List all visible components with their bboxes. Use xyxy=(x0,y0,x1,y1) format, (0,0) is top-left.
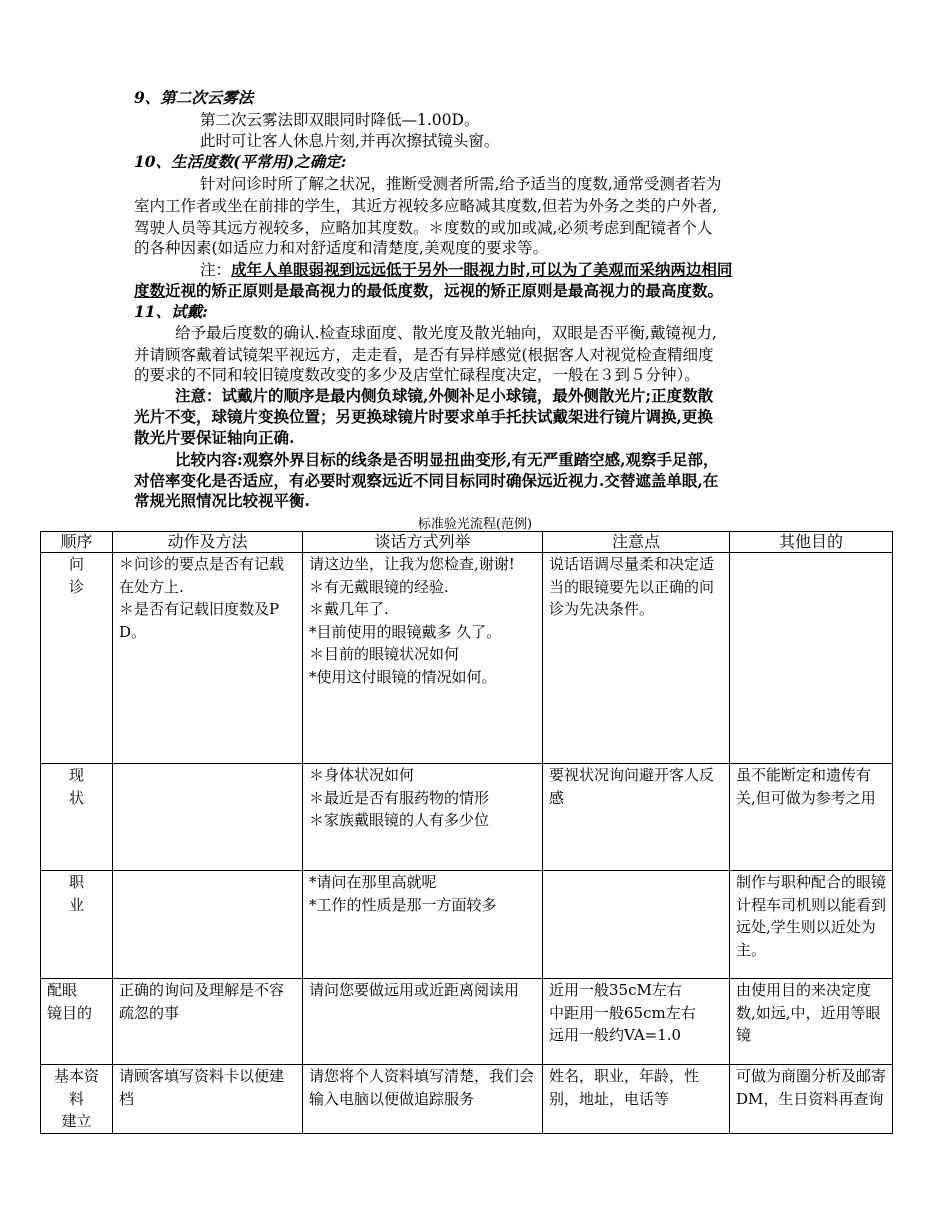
cell-note xyxy=(543,553,730,764)
order-text: 配眼 xyxy=(47,981,78,999)
section-11-line-1: 给予最后度数的确认.检查球面度、散光度及散光轴向，双眼是否平衡,戴镜视力, xyxy=(175,324,717,342)
other-text: 制作与职种配合的眼镜 xyxy=(736,873,887,891)
section-10-note-line-1 xyxy=(200,260,732,280)
attention-line-2: 光片不变，球镜片变换位置；另更换球镜片时要求单手托扶试戴架进行镜片调换,更换 xyxy=(134,407,713,426)
attention-line-3: 散光片要保证轴向正确. xyxy=(134,428,295,447)
order-text: 镜目的 xyxy=(47,1003,93,1022)
talk-text: 请您将个人资料填写清楚，我们会输入电脑以便做追踪服务 xyxy=(309,1067,535,1108)
cell-other xyxy=(730,871,893,979)
cell-talk xyxy=(303,553,543,764)
order-text: 职 xyxy=(68,873,84,891)
talk-text: ＊戴几年了. xyxy=(309,600,389,618)
note-text: 要视状况询问避开客人反感 xyxy=(549,766,715,807)
section-9-heading: 9、第二次云雾法 xyxy=(134,88,254,107)
cell-action xyxy=(113,553,303,764)
cell-note xyxy=(543,764,730,871)
talk-text: ＊最近是否有服药物的情形 xyxy=(309,788,490,807)
cell-talk xyxy=(303,871,543,979)
talk-text: *请问在那里高就呢 xyxy=(309,873,437,891)
order-text: 状 xyxy=(68,788,84,807)
cell-order xyxy=(41,764,113,871)
attention-line-1: 注意：试戴片的顺序是最内侧负球镜,外侧补足小球镜，最外侧散光片;正度数散 xyxy=(175,386,714,405)
section-11-heading: 11、试戴: xyxy=(134,302,208,321)
table-row xyxy=(41,553,893,764)
talk-text: *目前使用的眼镜戴多 久了。 xyxy=(309,622,502,641)
compare-line-1: 比较内容:观察外界目标的线条是否明显扭曲变形,有无严重踏空感,观察手足部， xyxy=(175,450,719,469)
section-10-line-1: 针对问诊时所了解之状况，推断受测者所需,给予适当的度数,通常受测者若为 xyxy=(200,175,722,193)
table-header-row xyxy=(41,532,893,553)
section-10-line-2: 室内工作者或坐在前排的学生，其近方视较多应略减其度数,但若为外务之类的户外者, xyxy=(134,197,718,215)
note-text: 说话语调尽量柔和决定适当的眼镜要先以正确的问诊为先决条件。 xyxy=(549,555,715,618)
other-text: 由使用目的来决定度数,如远,中，近用等眼镜 xyxy=(736,981,881,1044)
cell-action xyxy=(113,871,303,979)
talk-text: ＊身体状况如何 xyxy=(309,766,415,784)
talk-text: ＊目前的眼镜状况如何 xyxy=(309,645,460,663)
note-underlined-degree: 度数 xyxy=(134,281,166,300)
table-row xyxy=(41,871,893,979)
talk-text: *使用这付眼镜的情况如何。 xyxy=(309,667,497,686)
cell-note xyxy=(543,979,730,1065)
note-underlined-text: 成年人单眼弱视到远远低于另外一眼视力时,可以为了美观而采纳两边相同 xyxy=(231,260,733,279)
note-prefix: 注： xyxy=(200,261,232,279)
cell-order xyxy=(41,979,113,1065)
section-11-line-2: 并请顾客戴着试镜架平视远方，走走看，是否有异样感觉(根据客人对视觉检查精细度 xyxy=(134,346,714,364)
section-10-line-4: 的各种因素(如适应力和对舒适度和清楚度,美观度的要求等。 xyxy=(134,239,548,257)
order-text: 业 xyxy=(68,895,84,914)
other-text: 虽不能断定和遗传有关,但可做为参考之用 xyxy=(736,766,876,807)
cell-other xyxy=(730,1065,893,1134)
cell-talk xyxy=(303,979,543,1065)
header-order: 顺序 xyxy=(41,532,113,553)
header-other: 其他目的 xyxy=(730,532,893,553)
compare-line-3: 常规光照情况比较视平衡. xyxy=(134,491,310,510)
header-talk: 谈话方式列举 xyxy=(303,532,543,553)
cell-order xyxy=(41,553,113,764)
cell-action xyxy=(113,1065,303,1134)
cell-note xyxy=(543,1065,730,1134)
section-9-line-2: 此时可让客人休息片刻,并再次擦拭镜头窗。 xyxy=(200,132,500,150)
cell-action xyxy=(113,979,303,1065)
note-text: 姓名，职业，年龄，性别，地址，电话等 xyxy=(549,1067,700,1108)
note-text: 中距用一般65cm左右 xyxy=(549,1003,696,1022)
section-11-line-3: 的要求的不同和较旧镜度数改变的多少及店堂忙碌程度决定，一般在３到５分钟）。 xyxy=(134,366,700,384)
cell-other xyxy=(730,979,893,1065)
order-text: 建立 xyxy=(61,1112,92,1130)
table-caption: 标准验光流程(范例) xyxy=(417,517,533,532)
talk-text: 请问您要做远用或近距离阅读用 xyxy=(309,981,520,999)
table-row xyxy=(41,979,893,1065)
section-10-line-3: 驾驶人员等其远方视较多，应略加其度数。＊度数的或加或减,必须考虑到配镜者个人 xyxy=(134,219,713,237)
action-text: ＊是否有记载旧度数及PD。 xyxy=(119,600,280,641)
table-row xyxy=(41,764,893,871)
header-note: 注意点 xyxy=(543,532,730,553)
cell-order xyxy=(41,1065,113,1134)
order-text: 现 xyxy=(68,766,84,784)
cell-action xyxy=(113,764,303,871)
section-10-heading: 10、生活度数(平常用)之确定: xyxy=(134,152,347,171)
action-text: 正确的询问及理解是不容疏忽的事 xyxy=(119,981,285,1022)
cell-other xyxy=(730,553,893,764)
order-text: 基本资料 xyxy=(53,1067,99,1108)
cell-note xyxy=(543,871,730,979)
compare-line-2: 对倍率变化是否适应，有必要时观察远近不同目标同时确保远近视力.交替遮盖单眼,在 xyxy=(134,471,719,490)
table-row xyxy=(41,1065,893,1134)
note-rest-text: 近视的矫正原则是最高视力的最低度数，远视的矫正原则是最高视力的最高度数。 xyxy=(165,281,724,300)
optometry-flow-table xyxy=(40,531,893,1134)
cell-talk xyxy=(303,1065,543,1134)
header-action: 动作及方法 xyxy=(113,532,303,553)
talk-text: ＊有无戴眼镜的经验. xyxy=(309,577,449,596)
section-9-line-1: 第二次云雾法即双眼同时降低—1.00D。 xyxy=(200,111,480,129)
order-text: 诊 xyxy=(68,577,84,596)
other-text: 计程车司机则以能看到远处,学生则以近处为主。 xyxy=(736,895,887,959)
section-10-note-line-2 xyxy=(134,281,723,301)
cell-other xyxy=(730,764,893,871)
note-text: 近用一般35cM左右 xyxy=(549,981,682,999)
note-text: 远用一般约VA=1.0 xyxy=(549,1026,682,1044)
cell-talk xyxy=(303,764,543,871)
action-text: ＊问诊的要点是否有记载在处方上. xyxy=(119,555,285,596)
action-text: 请顾客填写资料卡以便建档 xyxy=(119,1067,285,1108)
talk-text: 请这边坐，让我为您检查,谢谢! xyxy=(309,555,515,573)
cell-order xyxy=(41,871,113,979)
other-text: 可做为商圈分析及邮寄DM，生日资料再查询 xyxy=(736,1067,887,1108)
talk-text: ＊家族戴眼镜的人有多少位 xyxy=(309,811,490,829)
order-text: 问 xyxy=(68,555,84,573)
talk-text: *工作的性质是那一方面较多 xyxy=(309,895,497,914)
